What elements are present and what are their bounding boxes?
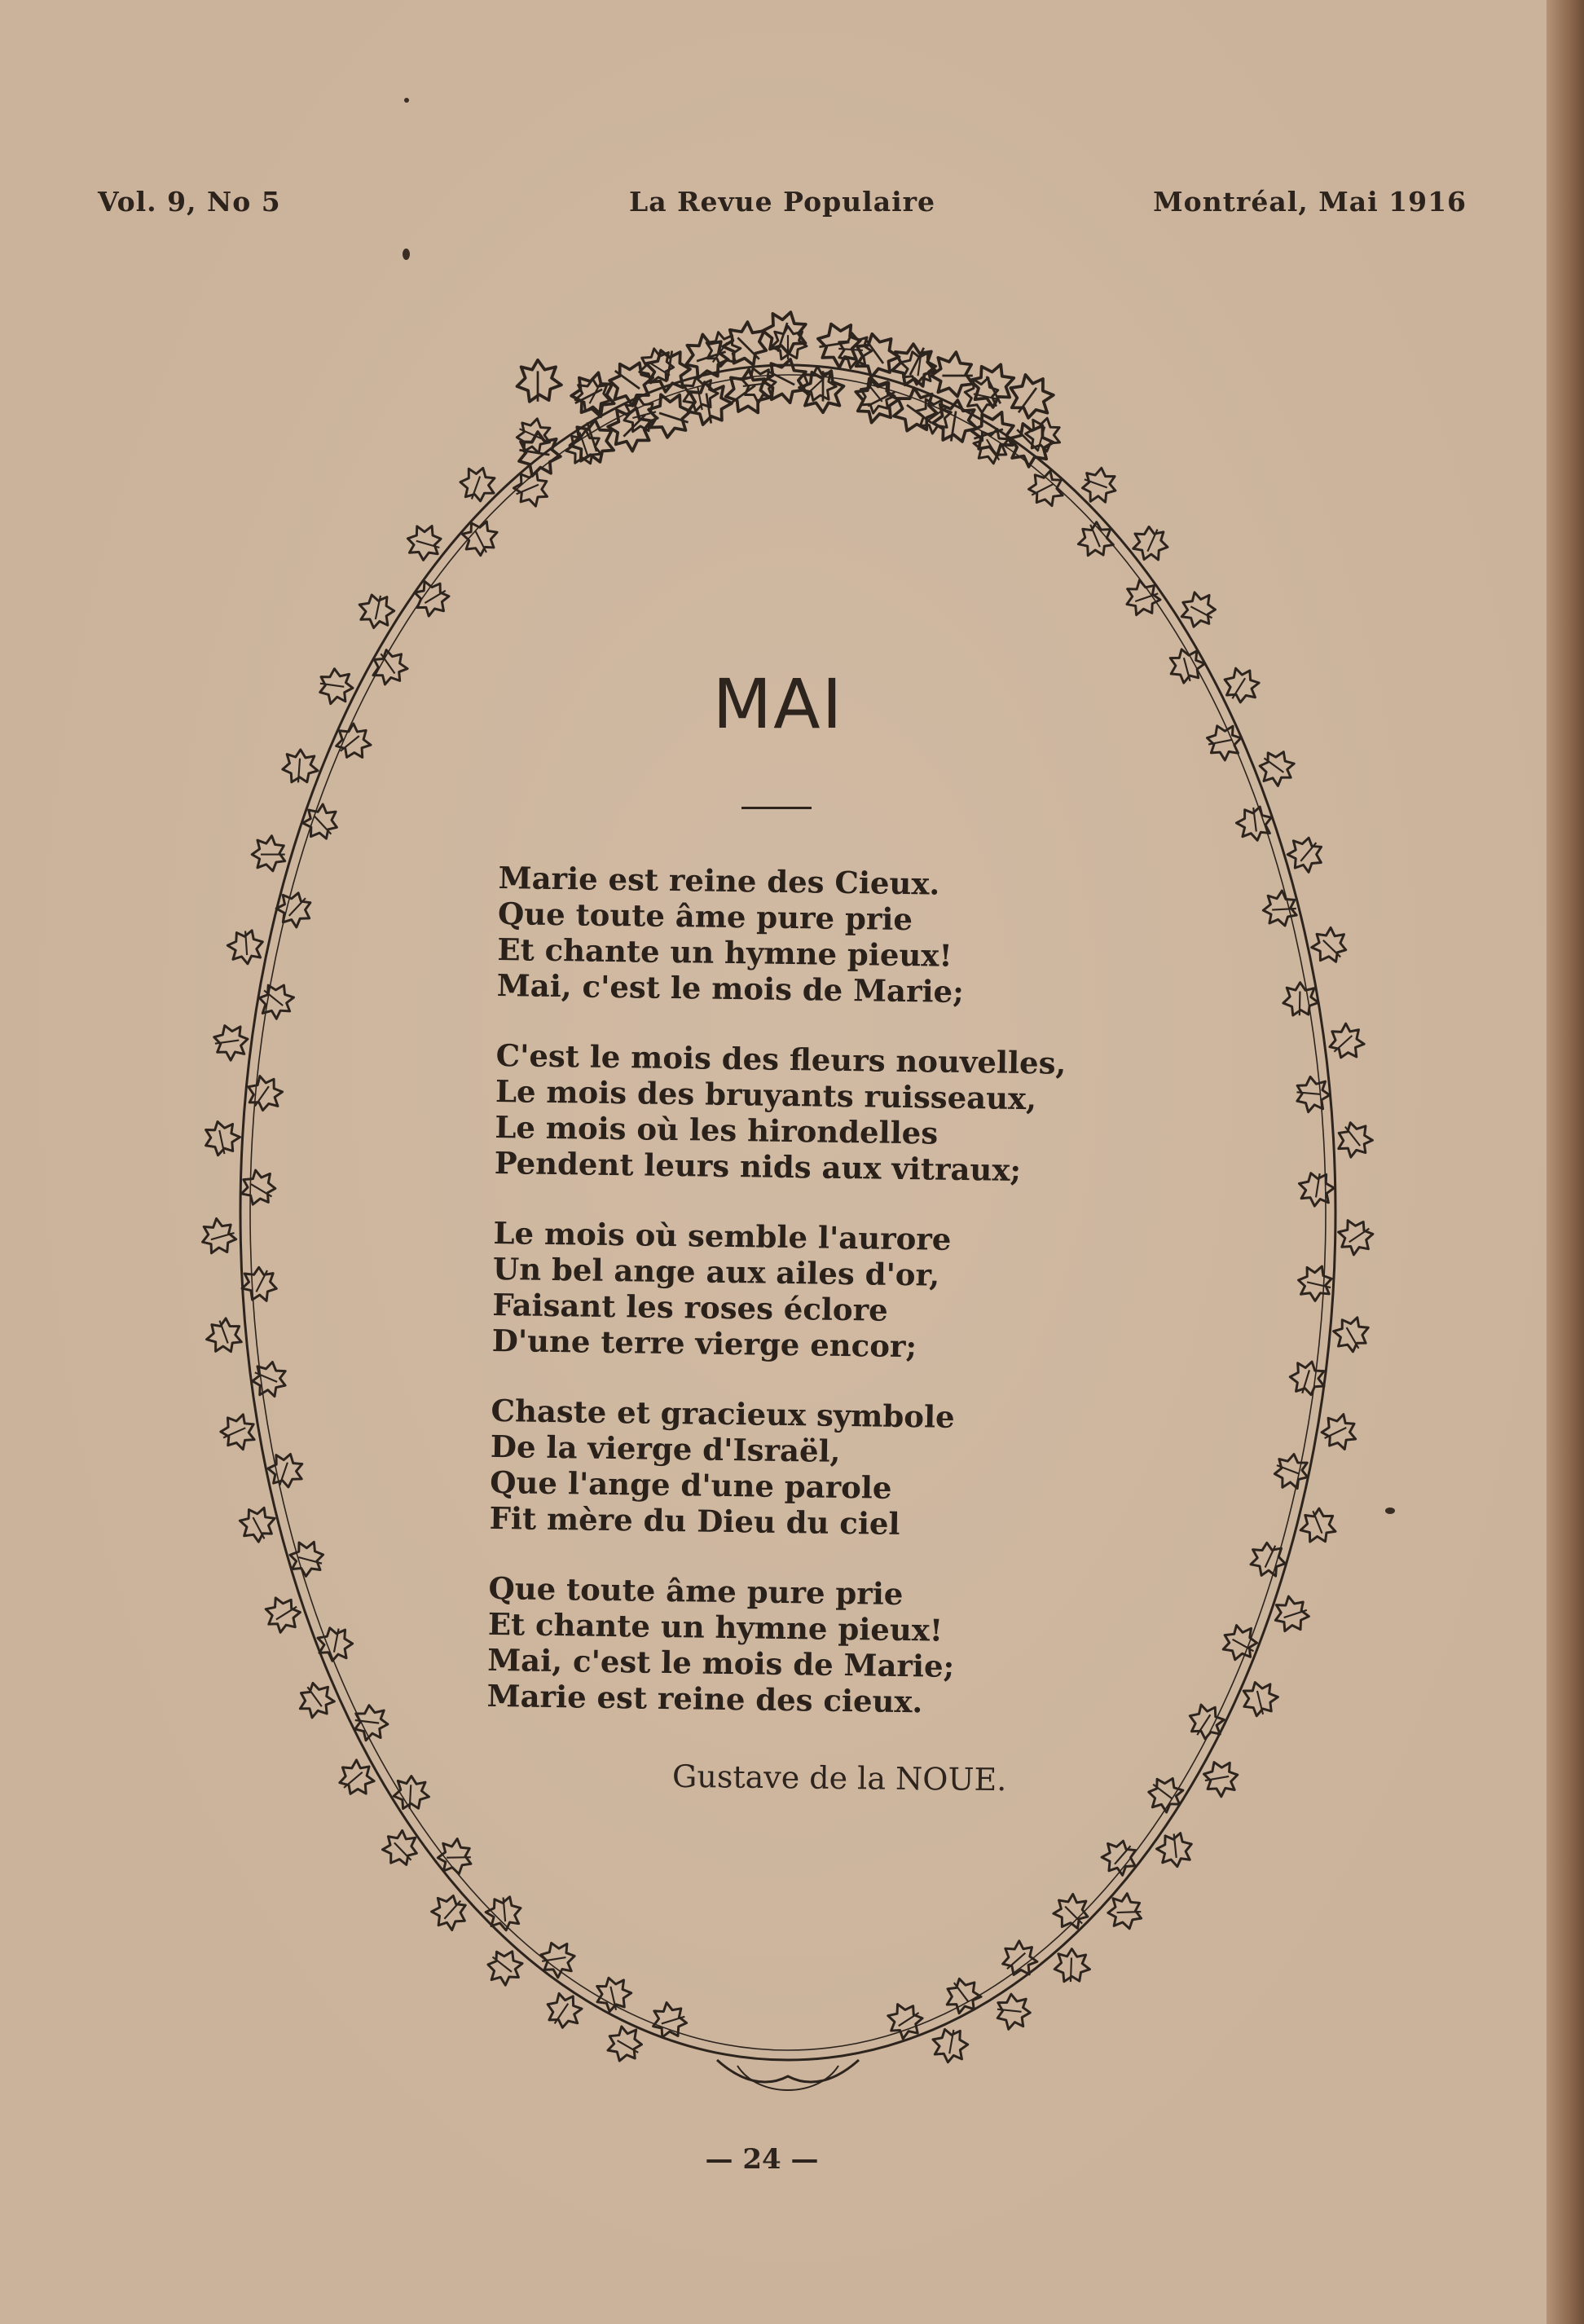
poem-line: Et chante un hymne pieux! [487, 1605, 944, 1648]
ivy-leaf [407, 574, 454, 622]
ivy-leaf [393, 1775, 429, 1810]
ivy-leaf [517, 360, 561, 402]
ivy-leaf [197, 1215, 239, 1258]
ink-speck [404, 98, 409, 103]
ivy-leaf [457, 515, 504, 561]
poem-line: Pendent leurs nids aux vitraux; [494, 1144, 1022, 1188]
poem-line: Mai, c'est le mois de Marie; [496, 966, 965, 1010]
poem-line: Fit mère du Dieu du ciel [489, 1499, 900, 1542]
ivy-leaf [541, 1987, 588, 2034]
ivy-leaf [1127, 522, 1173, 566]
poem-line: De la vierge d'Israël, [490, 1428, 841, 1469]
ivy-leaf [425, 1888, 473, 1936]
ivy-leaf [1331, 1213, 1379, 1261]
ivy-leaf [282, 749, 319, 784]
ivy-leaf [485, 1896, 523, 1932]
ivy-leaf [1155, 1832, 1194, 1868]
poem-line: Mai, c'est le mois de Marie; [486, 1641, 955, 1684]
ivy-leaf [1305, 921, 1353, 969]
ivy-leaf [227, 930, 264, 965]
ivy-leaf [1296, 1170, 1336, 1208]
ivy-leaf [403, 521, 445, 564]
ivy-leaf [1107, 1893, 1142, 1930]
poem-line: C'est le mois des fleurs nouvelles, [495, 1037, 1067, 1081]
poem-line: Marie est reine des cieux. [486, 1677, 923, 1720]
ivy-leaf [297, 797, 345, 845]
ivy-leaf [601, 2020, 648, 2067]
title-rule [741, 807, 812, 809]
poem-line: Que l'ange d'une parole [490, 1464, 892, 1506]
stanza-2 [494, 1037, 1115, 1190]
ivy-leaf [886, 380, 945, 440]
ivy-leaf [213, 1023, 250, 1062]
ivy-leaf [1183, 1698, 1230, 1745]
ivy-leaf [1295, 1262, 1335, 1304]
ivy-leaf [270, 886, 318, 934]
ivy-leaf [202, 1315, 246, 1358]
publication-title: La Revue Populaire [629, 186, 935, 218]
ivy-leaf [997, 1934, 1045, 1983]
ivy-leaf [931, 352, 973, 396]
volume-number: Vol. 9, No 5 [98, 186, 281, 218]
ivy-leaf [1318, 1409, 1362, 1455]
poem-line: Chaste et gracieux symbole [491, 1392, 955, 1435]
stanza-5 [486, 1570, 1107, 1723]
ivy-leaf [1095, 1833, 1143, 1882]
ivy-leaf [355, 592, 397, 632]
ivy-leaf [1234, 806, 1274, 843]
ivy-leaf [847, 371, 904, 429]
ivy-leaf [1328, 1310, 1375, 1357]
poem-line: Marie est reine des Cieux. [498, 860, 940, 902]
poem-line: Le mois des bruyants ruisseaux, [495, 1072, 1037, 1117]
ivy-leaf [996, 1993, 1032, 2031]
ivy-leaf [376, 1824, 425, 1872]
ivy-leaf [264, 1449, 308, 1491]
ivy-leaf [481, 1944, 529, 1992]
poem-author: Gustave de la NOUE. [671, 1758, 1007, 1798]
ivy-leaf [1054, 1948, 1091, 1983]
ivy-leaf [259, 1591, 306, 1638]
ivy-leaf [1323, 1018, 1371, 1066]
poem-body [486, 860, 1118, 1757]
poem-line: D'une terre vierge encor; [491, 1322, 917, 1365]
ivy-leaf [1295, 1076, 1331, 1114]
ivy-leaf [881, 1997, 927, 2045]
ivy-leaf [1142, 1772, 1189, 1820]
poem-title: MAI [712, 664, 844, 744]
ivy-leaf [1073, 518, 1119, 562]
ivy-leaf [1239, 1678, 1282, 1719]
ivy-leaf [1202, 1758, 1240, 1799]
poem-line: Un bel ange aux ailes d'or, [492, 1250, 940, 1293]
ivy-leaf [1283, 982, 1319, 1015]
ivy-leaf [1024, 465, 1070, 512]
ivy-leaf [1331, 1116, 1379, 1164]
place-and-date: Montréal, Mai 1916 [1153, 186, 1467, 218]
stanza-3 [491, 1215, 1112, 1367]
ink-speck [1385, 1508, 1395, 1514]
ivy-leaf [201, 1118, 243, 1158]
ink-speck [403, 249, 410, 260]
stanza-4 [489, 1393, 1110, 1545]
ivy-leaf [333, 1754, 381, 1802]
ivy-leaf [930, 2027, 970, 2065]
ivy-leaf [314, 1625, 354, 1664]
poem-line: Faisant les roses éclore [492, 1286, 888, 1328]
ivy-leaf [217, 1409, 262, 1455]
poem-line: Le mois où semble l'aurore [493, 1214, 952, 1257]
ivy-leaf [1047, 1887, 1095, 1935]
poem-line: Le mois où les hirondelles [495, 1108, 939, 1151]
poem-line: Et chante un hymne pieux! [497, 931, 953, 974]
ivy-leaf [252, 836, 285, 871]
ivy-leaf [1281, 830, 1329, 878]
ivy-leaf [1296, 1505, 1340, 1549]
ivy-leaf [1121, 576, 1164, 620]
poem-line: Que toute âme pure prie [497, 895, 913, 938]
poem-line: Que toute âme pure prie [488, 1569, 904, 1613]
page-number: — 24 — [705, 2143, 819, 2176]
stanza-1 [497, 860, 1118, 1012]
